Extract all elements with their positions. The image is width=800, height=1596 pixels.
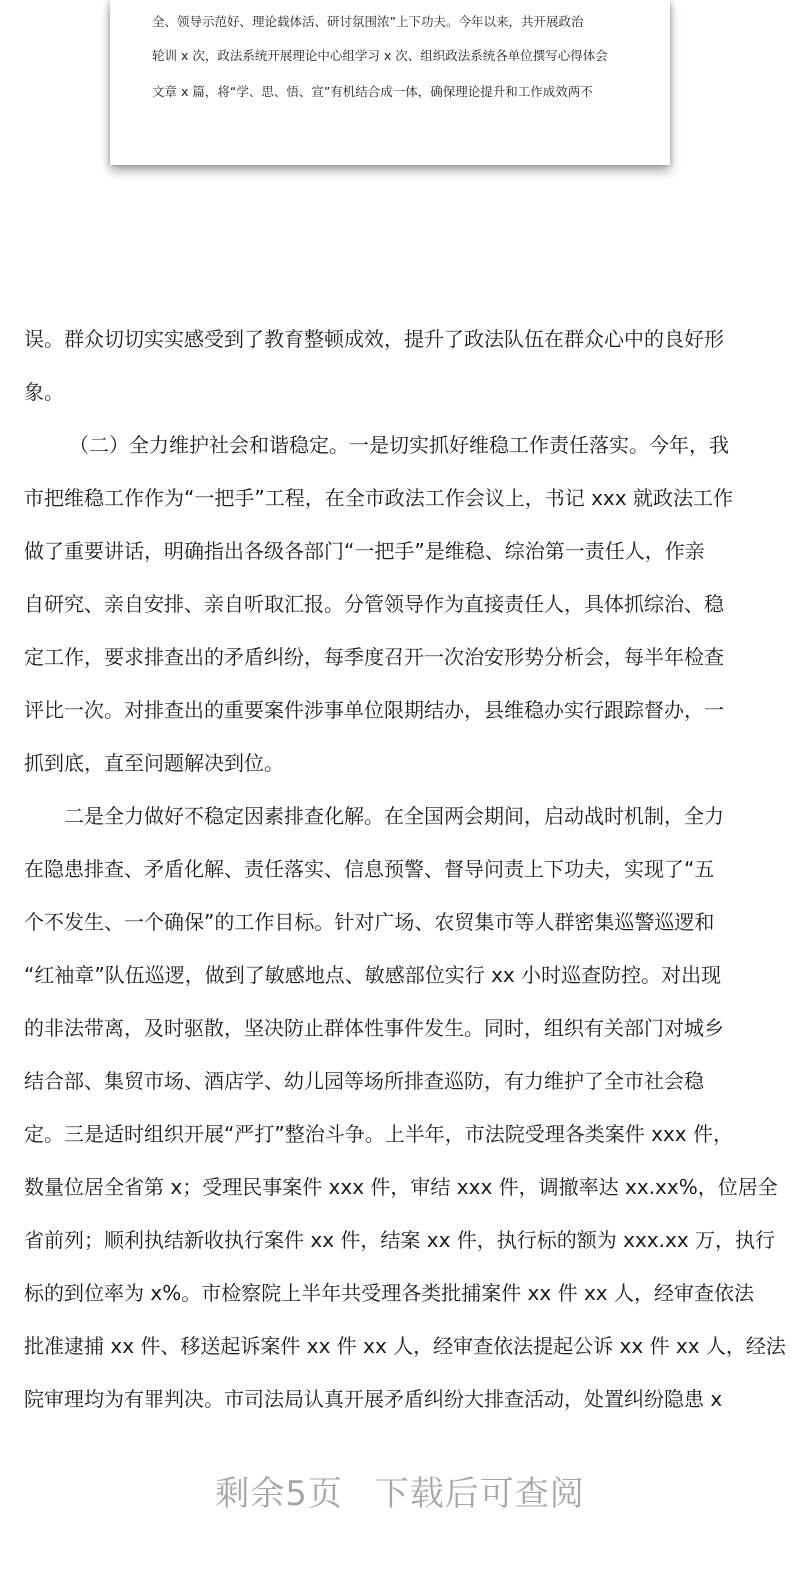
body-line: 个不发生、一个确保”的工作目标。针对广场、农贸集市等人群密集巡警巡逻和: [24, 910, 715, 934]
body-line: 在隐患排查、矛盾化解、责任落实、信息预警、督导问责上下功夫，实现了“五: [24, 857, 715, 881]
body-line: 二是全力做好不稳定因素排查化解。在全国两会期间，启动战时机制，全力: [64, 804, 724, 828]
body-line: 象。: [24, 380, 64, 404]
download-prompt[interactable]: [0, 1466, 800, 1515]
body-line: 院审理均为有罪判决。市司法局认真开展矛盾纠纷大排查活动，处置纠纷隐患 x: [24, 1387, 723, 1411]
body-line: 省前列；顺利执结新收执行案件 xx 件，结案 xx 件，执行标的额为 xxx.xx 万，执行: [24, 1228, 776, 1252]
body-line: 做了重要讲话，明确指出各级各部门“一把手”是维稳、综治第一责任人，作亲: [24, 539, 705, 563]
download-to-view-text: 下载后可查阅: [374, 1474, 585, 1514]
body-line: 数量位居全省第 x；受理民事案件 xxx 件，审结 xxx 件，调撤率达 xx.xx%，位居全: [24, 1175, 778, 1199]
body-line: 标的到位率为 x%。市检察院上半年共受理各类批捕案件 xx 件 xx 人，经审查依法: [24, 1281, 754, 1305]
body-line: “红袖章”队伍巡逻，做到了敏感地点、敏感部位实行 xx 小时巡查防控。对出现: [24, 963, 722, 987]
body-line: 定。三是适时组织开展“严打”整治斗争。上半年，市法院受理各类案件 xxx 件，: [24, 1122, 733, 1146]
body-line: （二）全力维护社会和谐稳定。一是切实抓好维稳工作责任落实。今年，我: [69, 433, 729, 457]
preview-line: 轮训 x 次，政法系统开展理论中心组学习 x 次、组织政法系统各单位撰写心得体会: [152, 48, 608, 63]
remaining-pages-text: 剩余5页: [215, 1474, 343, 1514]
body-line: 批准逮捕 xx 件、移送起诉案件 xx 件 xx 人，经审查依法提起公诉 xx 件 xx 人，经法: [24, 1334, 786, 1358]
preview-line: 文章 x 篇，将“学、思、悟、宣”有机结合成一体，确保理论提升和工作成效两不: [152, 84, 593, 99]
body-line: 自研究、亲自安排、亲自听取汇报。分管领导作为直接责任人，具体抓综治、稳: [24, 592, 724, 616]
body-line: 误。群众切切实实感受到了教育整顿成效，提升了政法队伍在群众心中的良好形: [24, 327, 724, 351]
body-line: 定工作，要求排查出的矛盾纠纷，每季度召开一次治安形势分析会，每半年检查: [24, 645, 724, 669]
body-line: 结合部、集贸市场、酒店学、幼儿园等场所排查巡防，有力维护了全市社会稳: [24, 1069, 704, 1093]
preview-card: [110, 0, 670, 165]
body-line: 市把维稳工作作为“一把手”工程，在全市政法工作会议上，书记 xxx 就政法工作: [24, 486, 733, 510]
body-line: 的非法带离，及时驱散，坚决防止群体性事件发生。同时，组织有关部门对城乡: [24, 1016, 724, 1040]
body-line: 评比一次。对排查出的重要案件涉事单位限期结办，县维稳办实行跟踪督办，一: [24, 698, 724, 722]
preview-line: 全、领导示范好、理论载体活、研讨氛围浓”上下功夫。今年以来，共开展政治: [152, 14, 584, 29]
body-line: 抓到底，直至问题解决到位。: [24, 751, 284, 775]
